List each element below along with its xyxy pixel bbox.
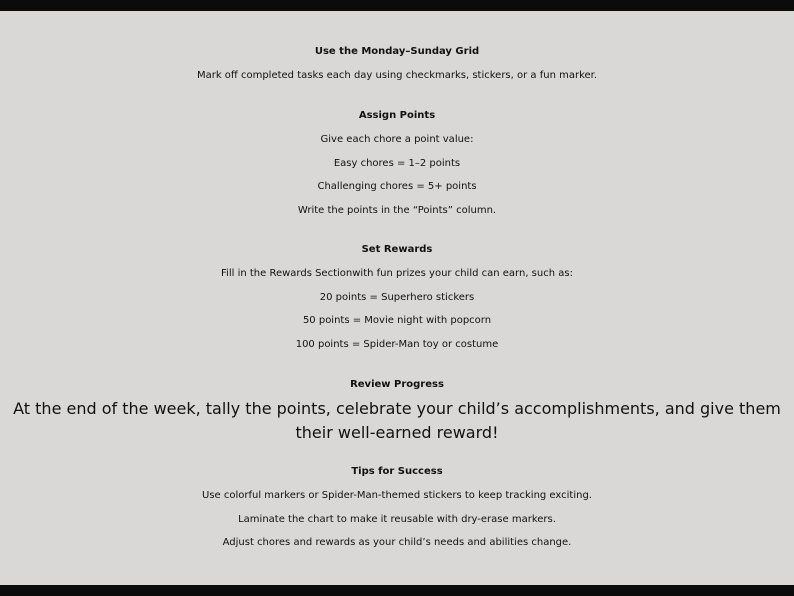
section-heading: Use the Monday–Sunday Grid (314, 46, 480, 57)
section-text: Write the points in the “Points” column. (297, 204, 497, 216)
section-text: Give each chore a point value: (320, 134, 474, 145)
section-heading: Assign Points (358, 110, 436, 121)
section-text: Challenging chores = 5+ points (317, 181, 477, 192)
section-text: At the end of the week, tally the points, celebrate your child’s accomplishments, and give them their well-earned reward! (13, 399, 781, 442)
section-heading: Tips for Success (351, 466, 443, 477)
section-text: 50 points = Movie night with popcorn (302, 315, 492, 326)
section-text: Adjust chores and rewards as your child’s needs and abilities change. (222, 537, 572, 548)
section-heading: Set Rewards (361, 244, 433, 255)
section-text: 20 points = Superhero stickers (319, 291, 475, 303)
section-review-progress (0, 373, 794, 444)
instructions-panel (0, 11, 794, 585)
section-set-rewards (0, 238, 794, 356)
section-text: 100 points = Spider-Man toy or costume (295, 338, 499, 350)
section-tips-for-success (0, 460, 794, 555)
bottom-border-bar (0, 585, 794, 596)
section-monday-sunday-grid (0, 40, 794, 88)
top-border-bar (0, 0, 794, 11)
section-text: Laminate the chart to make it reusable with dry-erase markers. (238, 513, 556, 525)
section-assign-points (0, 104, 794, 222)
section-text: Mark off completed tasks each day using checkmarks, stickers, or a fun marker. (196, 70, 598, 81)
section-text: Easy chores = 1–2 points (333, 157, 461, 169)
section-text: Use colorful markers or Spider-Man-themed stickers to keep tracking exciting. (202, 490, 592, 501)
section-heading: Review Progress (350, 379, 444, 390)
section-text: Fill in the Rewards Sectionwith fun prizes your child can earn, such as: (221, 268, 573, 279)
